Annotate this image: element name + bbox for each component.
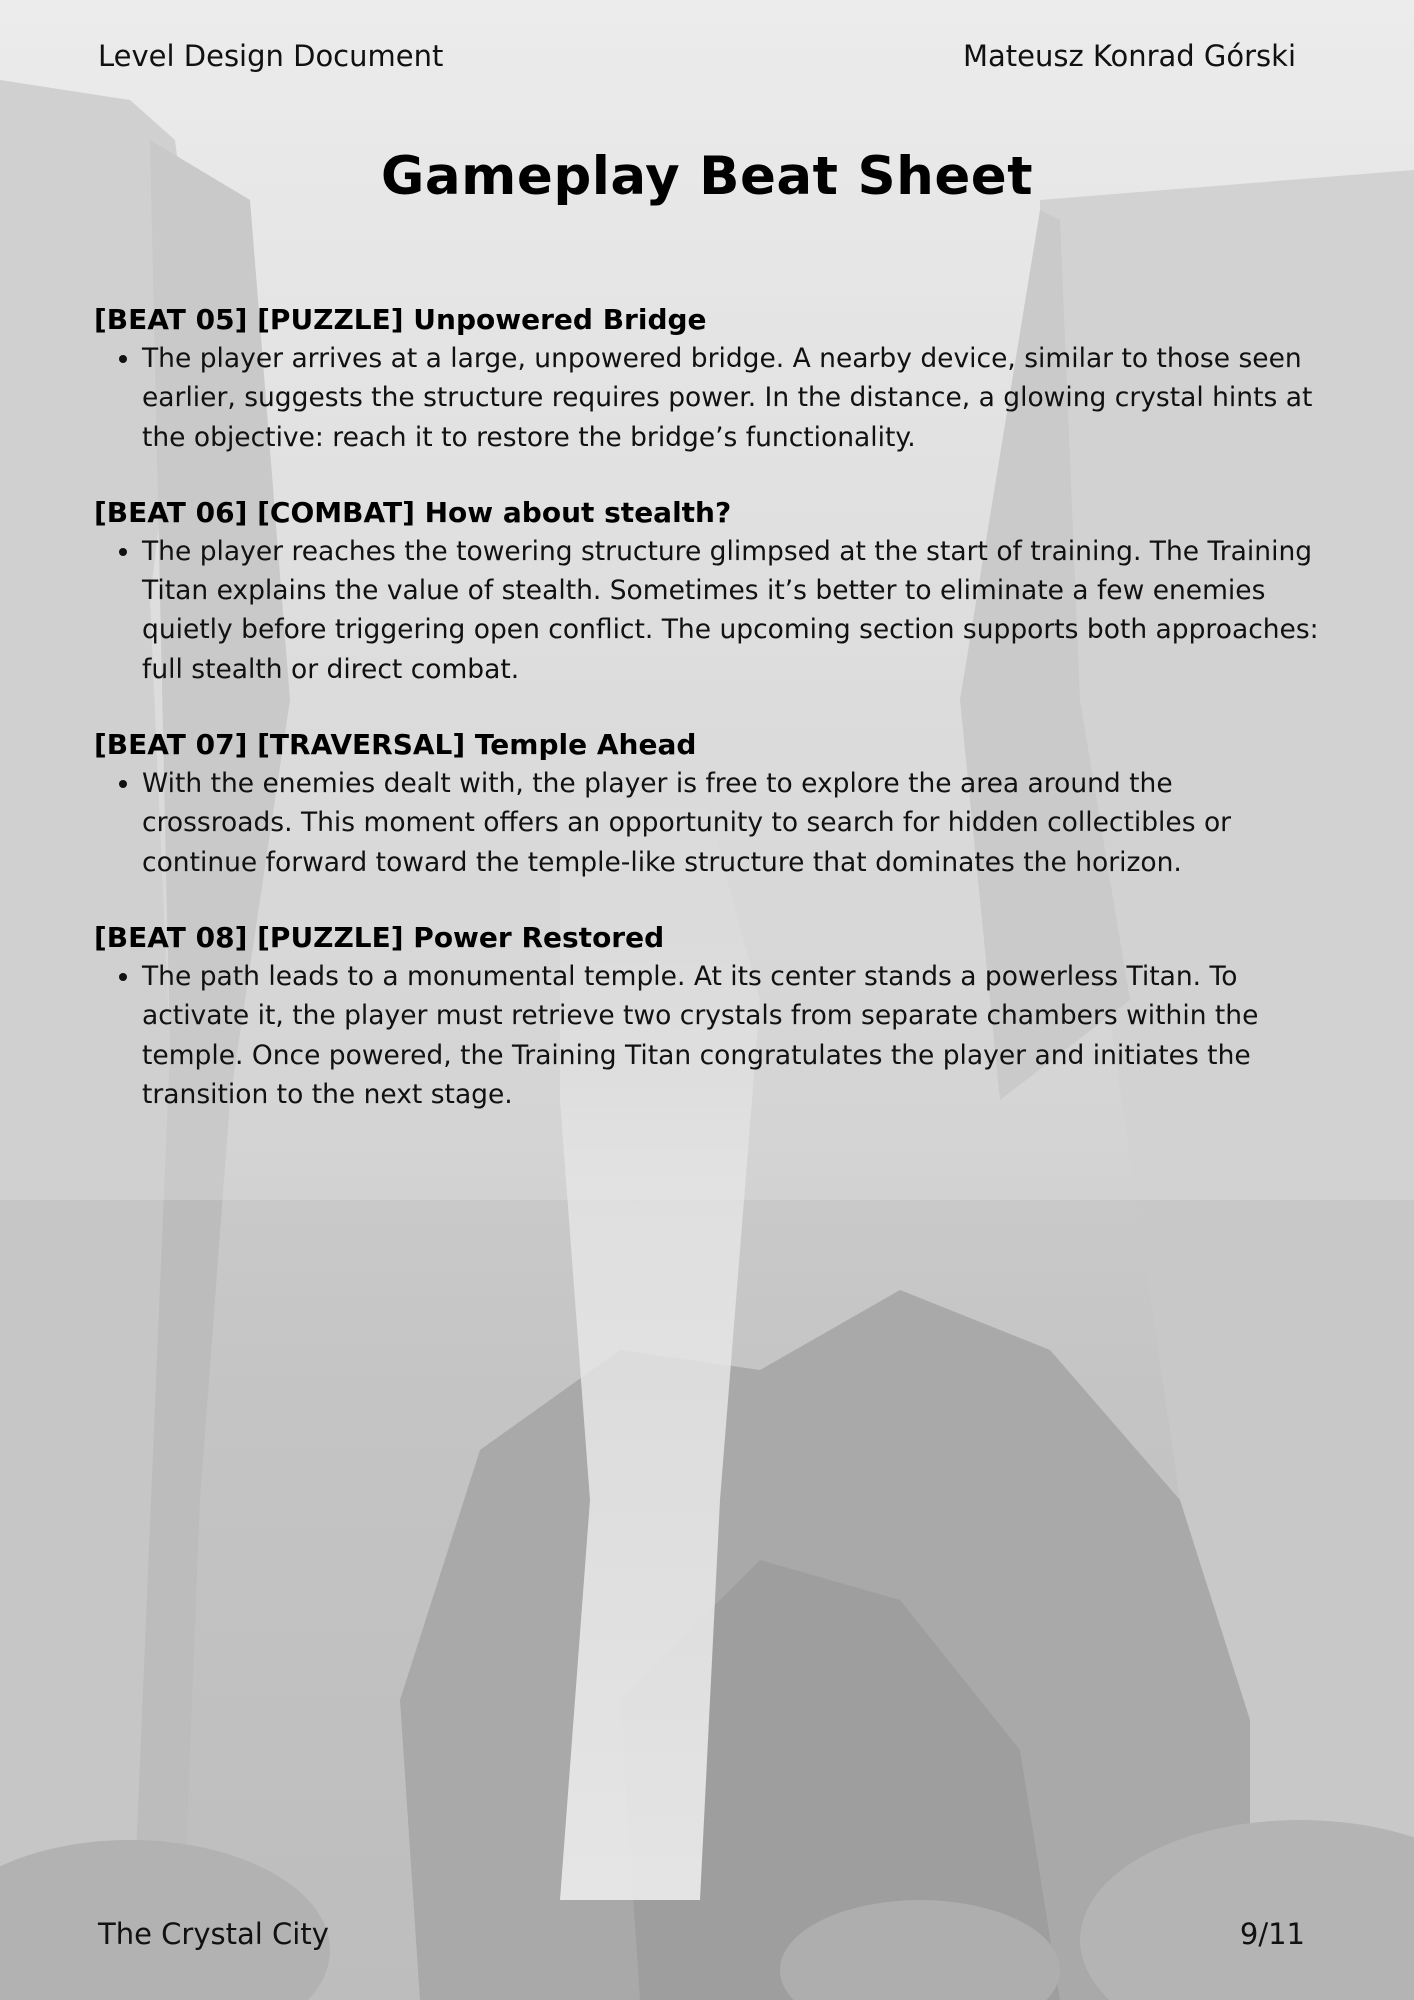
- beat-bullets: [94, 339, 1324, 457]
- beat-bullets: [94, 764, 1324, 882]
- beat-07: [94, 726, 1324, 882]
- beat-description: • The player reaches the towering structure glimpsed at the start of training. The Training Titan explains the value of stealth. Sometimes it’s better to eliminate a few enemies quietly before triggering open conflict. The upcoming section supports both approaches: full stealth or direct combat.: [142, 532, 1324, 689]
- beat-heading: [BEAT 05] [PUZZLE] Unpowered Bridge: [94, 303, 707, 336]
- beat-heading: [BEAT 08] [PUZZLE] Power Restored: [94, 920, 665, 954]
- beat-heading: [BEAT 06] [COMBAT] How about stealth?: [94, 495, 732, 529]
- page-title: Gameplay Beat Sheet: [380, 146, 1034, 207]
- beat-bullets: [94, 957, 1324, 1114]
- beat-list: [94, 301, 1324, 1151]
- header-document-type: Level Design Document: [98, 39, 444, 73]
- beat-description: • With the enemies dealt with, the player is free to explore the area around the crossroads. This moment offers an opportunity to search for hidden collectibles or continue forward toward the temple-like structure that dominates the horizon.: [142, 764, 1324, 882]
- page-number: 9/11: [1239, 1917, 1305, 1951]
- footer-project-name: The Crystal City: [98, 1917, 329, 1951]
- beat-description: • The player arrives at a large, unpowered bridge. A nearby device, similar to those seen earlier, suggests the structure requires power. In the distance, a glowing crystal hints at the objective: reach it to restore the bridge’s functionality.: [142, 339, 1324, 457]
- beat-05: [94, 301, 1324, 457]
- beat-08: [94, 919, 1324, 1114]
- beat-bullets: [94, 532, 1324, 689]
- beat-06: [94, 494, 1324, 689]
- header-author: Mateusz Konrad Górski: [962, 39, 1296, 73]
- beat-heading: [BEAT 07] [TRAVERSAL] Temple Ahead: [94, 728, 697, 762]
- beat-description: • The path leads to a monumental temple. At its center stands a powerless Titan. To activate it, the player must retrieve two crystals from separate chambers within the temple. Once powered, the Training Titan congratulates the player and initiates the transition to the next stage.: [142, 957, 1324, 1114]
